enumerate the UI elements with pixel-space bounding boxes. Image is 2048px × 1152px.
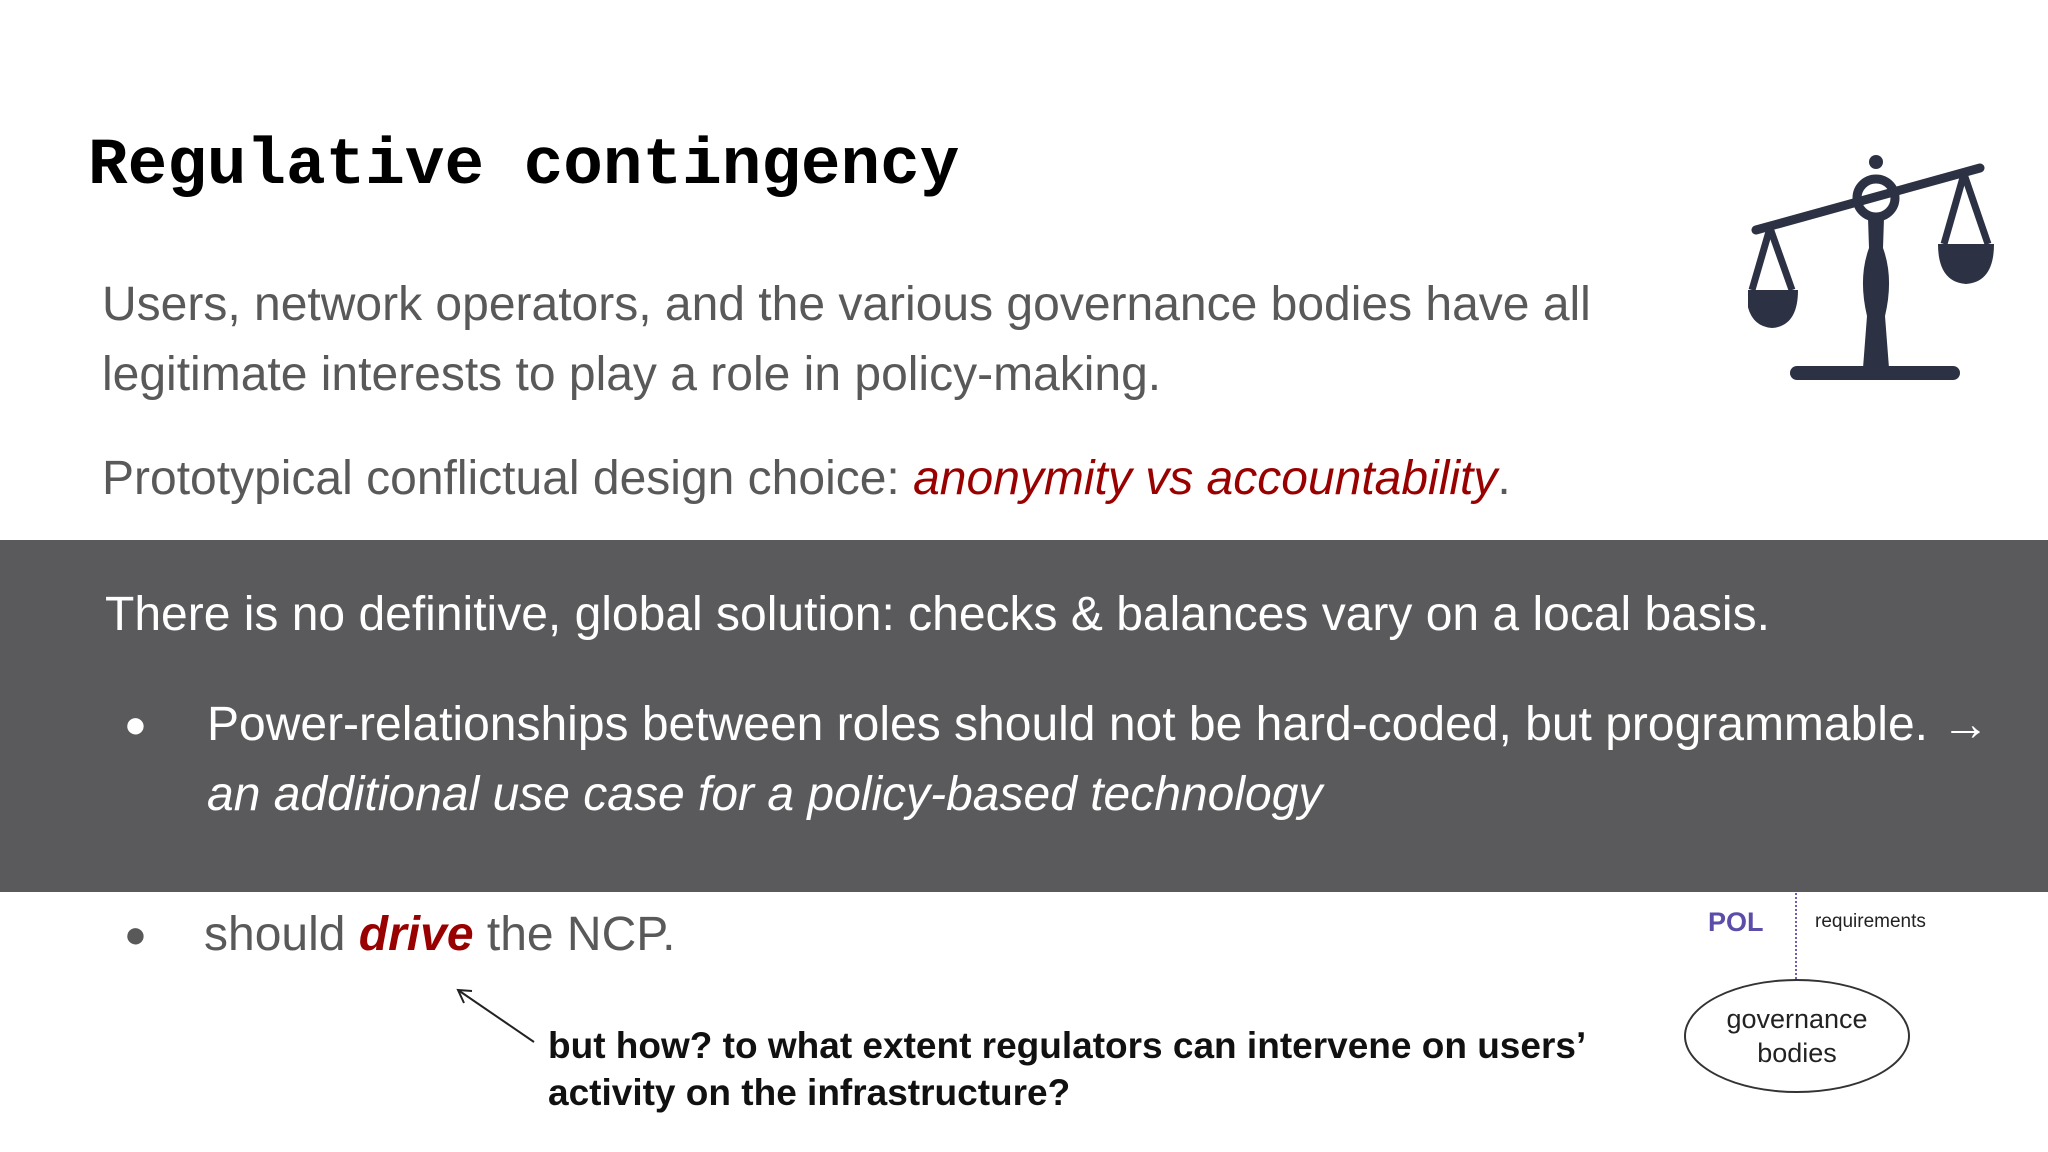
overlay-bullet-text: Power-relationships between roles should not be hard-coded, but programmable. [207, 698, 1942, 751]
overlay-banner [0, 540, 2048, 892]
bullet-icon: ● [124, 704, 147, 746]
scales-of-justice-icon [1748, 148, 1998, 398]
design-choice-suffix: . [1497, 452, 1511, 505]
design-choice-prefix: Prototypical conflictual design choice: [102, 452, 914, 505]
dotted-connector [1795, 893, 1797, 979]
ncp-bullet-prefix: should [204, 908, 359, 961]
arrow-icon [452, 986, 542, 1046]
ncp-bullet-accent: drive [358, 908, 474, 961]
requirements-label: requirements [1815, 911, 1926, 932]
overlay-bullet [207, 690, 2007, 830]
overlay-bullet-arrow-text: → an additional use case for a policy-based technology [207, 698, 1990, 821]
pol-label: POL [1708, 907, 1764, 937]
governance-diagram [1660, 893, 1960, 1103]
bullet-icon: ● [124, 914, 147, 956]
overlay-headline: There is no definitive, global solution: checks & balances vary on a local basis. [105, 588, 1770, 641]
design-choice-paragraph [102, 444, 1722, 514]
slide-title: Regulative contingency [88, 128, 960, 203]
governance-bodies-node [1684, 979, 1910, 1093]
intro-paragraph: Users, network operators, and the various governance bodies have all legitimate interests to play a role in policy-making. [102, 278, 1591, 401]
question-text: but how? to what extent regulators can intervene on users’ activity on the infrastructure? [548, 1025, 1585, 1113]
ncp-bullet-suffix: the NCP. [473, 908, 676, 961]
governance-bodies-label: governance bodies [1726, 1004, 1868, 1068]
ncp-bullet [204, 900, 675, 970]
design-choice-accent: anonymity vs accountability [913, 452, 1498, 505]
